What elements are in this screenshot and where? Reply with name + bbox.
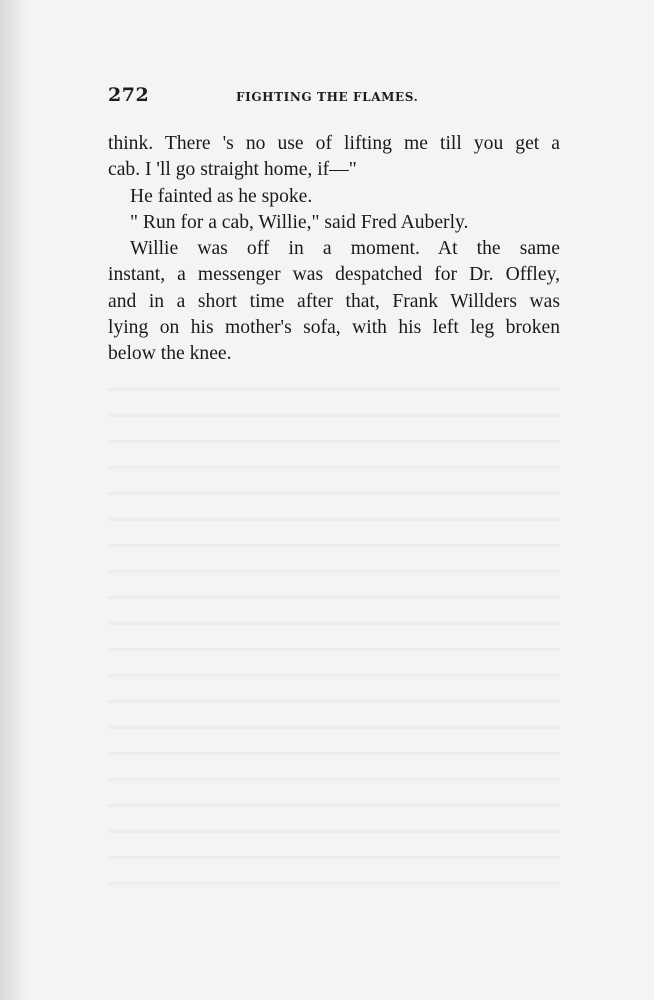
text-line: " Run for a cab, Willie," said Fred Auberly. (130, 211, 469, 233)
text-line: think. There 's no use of lifting me till you get a (108, 133, 560, 154)
page-header (108, 84, 560, 110)
text-line: instant, a messenger was despatched for Dr. Offley, (108, 264, 560, 286)
text-line: below the knee. (108, 343, 232, 365)
running-title: FIGHTING THE FLAMES. (236, 90, 419, 104)
text-line: lying on his mother's sofa, with his left leg broken (108, 317, 560, 339)
body-text (108, 131, 560, 368)
text-line: Willie was off in a moment. At the same (130, 238, 560, 260)
text-line: and in a short time after that, Frank Willders was (108, 290, 560, 312)
show-through-texture (108, 372, 560, 892)
page-number: 272 (108, 84, 150, 106)
text-line: cab. I 'll go straight home, if—" (108, 159, 357, 181)
text-line: He fainted as he spoke. (130, 185, 313, 207)
